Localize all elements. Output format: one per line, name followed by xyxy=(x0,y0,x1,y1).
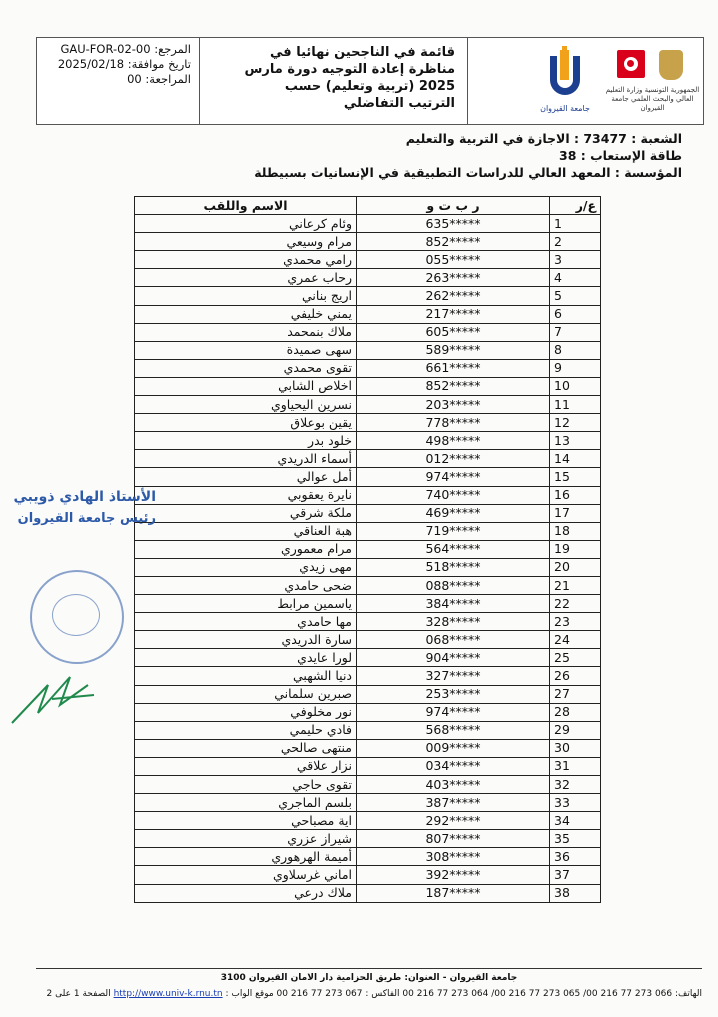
cell-code: 974***** xyxy=(357,468,550,486)
table-row xyxy=(135,215,601,233)
cell-name: صبرين سلماني xyxy=(135,685,357,703)
cell-number: 31 xyxy=(550,757,601,775)
cell-code: 568***** xyxy=(357,721,550,739)
cell-code: 384***** xyxy=(357,595,550,613)
cell-code: 974***** xyxy=(357,703,550,721)
cell-code: 387***** xyxy=(357,794,550,812)
header-divider xyxy=(467,38,468,124)
table-row xyxy=(135,414,601,432)
cell-name: تقوى حاجي xyxy=(135,776,357,794)
cell-name: مهى زيدي xyxy=(135,558,357,576)
table-row xyxy=(135,776,601,794)
cell-name: نزار علاقي xyxy=(135,757,357,775)
table-row xyxy=(135,486,601,504)
cell-code: 262***** xyxy=(357,287,550,305)
cell-code: 778***** xyxy=(357,414,550,432)
cell-name: اماني غرسلاوي xyxy=(135,866,357,884)
tunisia-flag-icon xyxy=(617,50,645,78)
tunisia-emblem-icon xyxy=(659,50,683,80)
cell-name: تقوى محمدي xyxy=(135,359,357,377)
cell-name: ملاك بنمحمد xyxy=(135,323,357,341)
table-row xyxy=(135,377,601,395)
cell-number: 26 xyxy=(550,667,601,685)
column-header-code: ر ب ت و xyxy=(357,197,550,215)
table-row xyxy=(135,884,601,902)
table-row xyxy=(135,251,601,269)
cell-number: 3 xyxy=(550,251,601,269)
cell-number: 17 xyxy=(550,504,601,522)
cell-code: 068***** xyxy=(357,631,550,649)
reference-value: GAU-FOR-02-00 xyxy=(60,42,151,56)
document-title: قائمة في الناجحين نهائيا في مناظرة إعادة التوجيه دورة مارس 2025 (تربية وتعليم) حسب الترتيب التفاضلي xyxy=(244,45,455,111)
document-meta xyxy=(122,130,682,181)
table-row xyxy=(135,848,601,866)
cell-name: فادي حليمي xyxy=(135,721,357,739)
table-row xyxy=(135,323,601,341)
cell-number: 21 xyxy=(550,576,601,594)
cell-name: ضحى حامدي xyxy=(135,576,357,594)
cell-name: نايرة يعقوبي xyxy=(135,486,357,504)
cell-number: 22 xyxy=(550,595,601,613)
table-row xyxy=(135,522,601,540)
cell-code: 740***** xyxy=(357,486,550,504)
cell-code: 009***** xyxy=(357,739,550,757)
table-body xyxy=(135,215,601,903)
cell-number: 8 xyxy=(550,341,601,359)
table-row xyxy=(135,269,601,287)
cell-number: 11 xyxy=(550,396,601,414)
cell-code: 328***** xyxy=(357,613,550,631)
cell-name: رامي محمدي xyxy=(135,251,357,269)
cell-number: 4 xyxy=(550,269,601,287)
cell-number: 34 xyxy=(550,812,601,830)
table-row xyxy=(135,540,601,558)
table-row xyxy=(135,866,601,884)
table-row xyxy=(135,341,601,359)
cell-name: نسرين اليحياوي xyxy=(135,396,357,414)
table-row xyxy=(135,595,601,613)
stamp-title: رئيس جامعة القيروان xyxy=(17,511,156,526)
cell-name: اية مصباحي xyxy=(135,812,357,830)
table-row xyxy=(135,450,601,468)
cell-code: 904***** xyxy=(357,649,550,667)
cell-code: 055***** xyxy=(357,251,550,269)
table-row xyxy=(135,558,601,576)
cell-number: 7 xyxy=(550,323,601,341)
cell-name: سارة الدريدي xyxy=(135,631,357,649)
cell-name: اريج بناني xyxy=(135,287,357,305)
results-table xyxy=(134,196,601,903)
cell-name: ملاك درعي xyxy=(135,884,357,902)
table-row xyxy=(135,757,601,775)
table-row xyxy=(135,359,601,377)
cell-number: 5 xyxy=(550,287,601,305)
cell-name: سهى صميدة xyxy=(135,341,357,359)
table-row xyxy=(135,576,601,594)
cell-number: 1 xyxy=(550,215,601,233)
revision-value: 00 xyxy=(127,72,142,86)
logo-caption: جامعة القيروان xyxy=(540,104,590,113)
reference-line xyxy=(41,42,191,57)
table-row xyxy=(135,649,601,667)
table-row xyxy=(135,703,601,721)
cell-name: خلود بدر xyxy=(135,432,357,450)
cell-name: بلسم الماجري xyxy=(135,794,357,812)
cell-code: 088***** xyxy=(357,576,550,594)
cell-code: 327***** xyxy=(357,667,550,685)
cell-number: 6 xyxy=(550,305,601,323)
table-row xyxy=(135,721,601,739)
table-row xyxy=(135,287,601,305)
cell-name: ياسمين مرابط xyxy=(135,595,357,613)
table-row xyxy=(135,432,601,450)
footer-address: جامعة القيروان - العنوان: طريق الحزامية دار الامان القيروان 3100 xyxy=(220,973,518,983)
footer-phone: الهاتف: 066 273 77 216 00/ 065 273 77 216 00/ 064 273 77 216 00 الفاكس : 067 273 77 216 00 موقع الواب : xyxy=(225,989,702,999)
table-row xyxy=(135,685,601,703)
table-row xyxy=(135,233,601,251)
cell-number: 16 xyxy=(550,486,601,504)
table-row xyxy=(135,396,601,414)
column-header-number: ع/ر xyxy=(550,197,601,215)
cell-name: شيراز عزري xyxy=(135,830,357,848)
cell-name: اخلاص الشابي xyxy=(135,377,357,395)
cell-code: 661***** xyxy=(357,359,550,377)
cell-code: 852***** xyxy=(357,377,550,395)
website-link[interactable]: http://www.univ-k.rnu.tn xyxy=(113,989,223,999)
footer-contact xyxy=(36,988,702,1001)
cell-number: 14 xyxy=(550,450,601,468)
cell-code: 217***** xyxy=(357,305,550,323)
cell-name: دنيا الشهبي xyxy=(135,667,357,685)
revision-line xyxy=(41,72,191,87)
table-row xyxy=(135,504,601,522)
cell-number: 38 xyxy=(550,884,601,902)
table-row xyxy=(135,739,601,757)
cell-code: 187***** xyxy=(357,884,550,902)
cell-code: 564***** xyxy=(357,540,550,558)
cell-number: 32 xyxy=(550,776,601,794)
table-row xyxy=(135,830,601,848)
cell-number: 18 xyxy=(550,522,601,540)
cell-code: 635***** xyxy=(357,215,550,233)
cell-name: نور مخلوفي xyxy=(135,703,357,721)
table-row xyxy=(135,812,601,830)
cell-name: هبة العناقي xyxy=(135,522,357,540)
cell-number: 24 xyxy=(550,631,601,649)
cell-number: 12 xyxy=(550,414,601,432)
cell-number: 25 xyxy=(550,649,601,667)
cell-number: 20 xyxy=(550,558,601,576)
branch-line: الشعبة : 73477 : الاجازة في التربية والتعليم xyxy=(405,131,682,146)
table-row xyxy=(135,468,601,486)
cell-number: 33 xyxy=(550,794,601,812)
table-row xyxy=(135,631,601,649)
cell-name: يمني خليفي xyxy=(135,305,357,323)
cell-name: مرام معموري xyxy=(135,540,357,558)
cell-number: 23 xyxy=(550,613,601,631)
cell-code: 263***** xyxy=(357,269,550,287)
cell-name: أسماء الدريدي xyxy=(135,450,357,468)
cell-number: 35 xyxy=(550,830,601,848)
cell-number: 27 xyxy=(550,685,601,703)
capacity-line: طاقة الإستعاب : 38 xyxy=(559,148,682,163)
cell-number: 2 xyxy=(550,233,601,251)
cell-name: لورا عايدي xyxy=(135,649,357,667)
handwritten-signature-icon xyxy=(8,655,98,735)
table-row xyxy=(135,667,601,685)
cell-code: 719***** xyxy=(357,522,550,540)
reference-block xyxy=(41,42,191,87)
table-row xyxy=(135,305,601,323)
header-divider xyxy=(199,38,200,124)
institution-line: المؤسسة : المعهد العالي للدراسات التطبيقية في الإنسانيات بسبيطلة xyxy=(254,165,682,180)
table-row xyxy=(135,613,601,631)
cell-name: يقين بوعلاق xyxy=(135,414,357,432)
cell-name: أميمة الهرهوري xyxy=(135,848,357,866)
cell-name: منتهى صالحي xyxy=(135,739,357,757)
ministry-text: الجمهورية التونسية وزارة التعليم العالي والبحث العلمي جامعة القيروان xyxy=(605,86,700,112)
cell-name: رحاب عمري xyxy=(135,269,357,287)
cell-name: أمل عوالي xyxy=(135,468,357,486)
cell-code: 012***** xyxy=(357,450,550,468)
cell-number: 36 xyxy=(550,848,601,866)
cell-code: 203***** xyxy=(357,396,550,414)
cell-code: 034***** xyxy=(357,757,550,775)
cell-name: مرام وسيعي xyxy=(135,233,357,251)
table-header-row xyxy=(135,197,601,215)
official-seal xyxy=(30,570,124,664)
cell-number: 29 xyxy=(550,721,601,739)
cell-code: 253***** xyxy=(357,685,550,703)
column-header-name: الاسم واللقب xyxy=(135,197,357,215)
cell-code: 469***** xyxy=(357,504,550,522)
signature-stamp xyxy=(6,486,156,530)
ministry-logo xyxy=(605,46,700,118)
stamp-name: الأستاذ الهادي ذويبي xyxy=(13,489,156,505)
cell-code: 589***** xyxy=(357,341,550,359)
cell-name: مها حامدي xyxy=(135,613,357,631)
revision-label: المراجعة: xyxy=(145,72,191,86)
cell-number: 37 xyxy=(550,866,601,884)
reference-label: المرجع: xyxy=(154,42,191,56)
cell-code: 852***** xyxy=(357,233,550,251)
document-header xyxy=(36,37,704,125)
cell-code: 403***** xyxy=(357,776,550,794)
cell-code: 292***** xyxy=(357,812,550,830)
cell-code: 498***** xyxy=(357,432,550,450)
cell-code: 392***** xyxy=(357,866,550,884)
cell-code: 807***** xyxy=(357,830,550,848)
cell-name: ملكة شرقي xyxy=(135,504,357,522)
cell-number: 15 xyxy=(550,468,601,486)
table-row xyxy=(135,794,601,812)
approval-label: تاريخ موافقة: xyxy=(127,57,191,71)
cell-code: 308***** xyxy=(357,848,550,866)
footer-divider xyxy=(36,968,702,969)
cell-number: 30 xyxy=(550,739,601,757)
cell-number: 13 xyxy=(550,432,601,450)
cell-name: وئام كرعاني xyxy=(135,215,357,233)
cell-number: 9 xyxy=(550,359,601,377)
cell-number: 19 xyxy=(550,540,601,558)
cell-number: 28 xyxy=(550,703,601,721)
cell-number: 10 xyxy=(550,377,601,395)
cell-code: 518***** xyxy=(357,558,550,576)
approval-value: 2025/02/18 xyxy=(57,57,125,71)
approval-line xyxy=(41,57,191,72)
cell-code: 605***** xyxy=(357,323,550,341)
page-number: الصفحة 1 على 2 xyxy=(46,989,111,999)
